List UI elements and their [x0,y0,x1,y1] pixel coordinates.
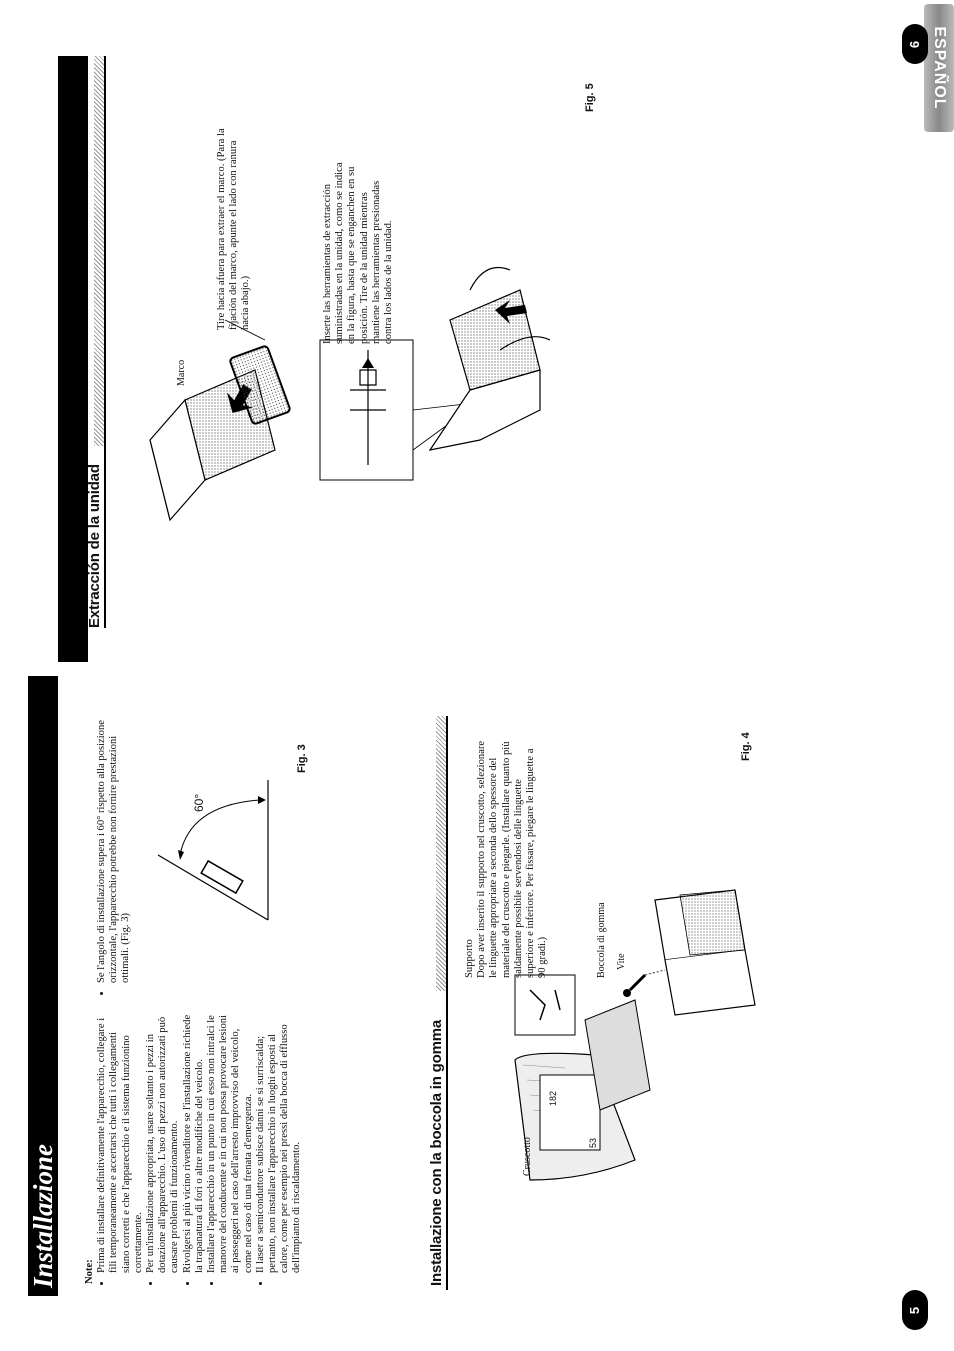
label-cruscotto: Cruscotto [522,1137,533,1176]
label-dim-182: 182 [548,1090,558,1106]
note-item: • Per un'installazione appropriata, usare soltanto i pezzi in dotazione all'apparecchio. L'uso di pezzi non autorizzati può causare problemi di funzionamento. [145,1012,182,1273]
label-dim-53: 53 [588,1137,598,1148]
fig3-angle-diagram [140,760,280,930]
note-item: • Rivolgersi al più vicino rivenditore se l'installazione richiede la trapanatura di fori o altre modifiche del veicolo. [182,1012,206,1273]
section-heading-extraccion: Extracción de la unidad [86,464,103,628]
label-marco: Marco [176,359,187,386]
fig3-angle-label: 60° [192,793,206,812]
page-number-left: 5 [902,1290,928,1330]
right-header-bar [58,56,88,662]
note-item: • Il laser a semiconduttore subisce danni se si surriscalda; pertanto, non installare l'apparecchio in luoghi esposti al calore, come per esempio nei pressi della bocca di efflusso dell'impianto di riscaldamento. [255,1012,304,1273]
notes-heading: Note: [84,1259,95,1284]
note-item: • Prima di installare definitivamente l'apparecchio, collegare i fili temporaneamente e accertarsi che tutti i collegamenti siano corretti e che l'apparecchio e il sistema funzionino correttamente. [96,1012,145,1273]
heading-rule [446,716,448,1290]
fig5-caption: Fig. 5 [584,83,596,112]
angle-note [96,712,133,994]
fig5-marco-diagram [145,330,295,530]
notes-list [96,1012,303,1284]
supporto-body: Dopo aver inserito il supporto nel cruscotto, selezionare le linguette appropriate a seconda dello spessore del materiale del cruscotto e piegarle. (Installare quanto più saldamente possibile servendosi delle linguette superiore e inferiore. Per fissare, piegare le linguette a 90 gradi.) [476,740,549,978]
fig3-caption: Fig. 3 [296,744,308,773]
heading-pattern-right [94,56,104,446]
notes-block [84,1012,304,1284]
label-boccola: Boccola di gomma [596,902,607,978]
heading-pattern [436,716,446,991]
supporto-label: Supporto [464,939,475,978]
note-item: • Installare l'apparecchio in un punto in cui esso non intralci le manovre del conducente e in cui non possa provocare lesioni ai passeggeri nel caso dell'arresto improvviso del veicolo, come nel caso di una frenata d'emergenza. [206,1012,255,1273]
note-item: • Se l'angolo di installazione supera i 60° rispetto alla posizione orizzontale, l'apparecchio potrebbe non fornire prestazioni ottimali. (Fig. 3) [96,712,133,983]
section-heading-boccola: Installazione con la boccola in gomma [428,1020,445,1286]
marco-text: Tire hacia afuera para extraer el marco. (Para la fijación del marco, apunte el lado con ranura hacia abajo.) [216,128,252,330]
supporto-text [464,738,549,978]
page-title: Installazione [28,1143,58,1288]
fig4-caption: Fig. 4 [740,732,752,761]
heading-rule-right [104,56,106,628]
tools-text: Inserte las herramientas de extracción suministradas en la unidad, como se indica en la figura, hasta que se enganchen en su posición. Tire de la unidad mientras mantiene las herramientas presionadas contra los lados de la unidad. [322,162,395,344]
label-vite: Vite [616,953,627,970]
page-number-right: 6 [902,24,928,64]
language-tab: ESPAÑOL [924,4,954,132]
